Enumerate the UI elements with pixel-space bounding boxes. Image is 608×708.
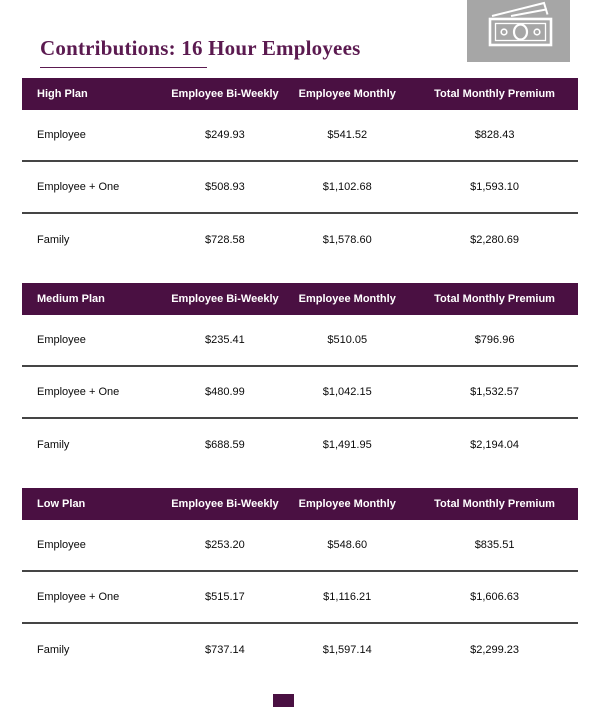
- banknote-icon: [467, 0, 570, 62]
- cell-value: $1,532.57: [470, 386, 520, 398]
- row-label: Employee: [37, 334, 86, 346]
- cell-value: $1,593.10: [470, 181, 520, 193]
- cell-value: $2,299.23: [470, 644, 520, 656]
- column-header: Employee Monthly: [298, 88, 396, 100]
- table-row: [22, 315, 578, 367]
- cell-value: $728.58: [205, 234, 245, 246]
- cell-value: $2,280.69: [470, 234, 520, 246]
- cell-value: $510.05: [327, 334, 368, 346]
- row-label: Employee: [37, 129, 86, 141]
- page-title: Contributions: 16 Hour Employees: [40, 36, 361, 60]
- column-header: Employee Bi-Weekly: [171, 498, 279, 510]
- column-header: Total Monthly Premium: [434, 293, 555, 305]
- plan-name-header: Low Plan: [37, 498, 86, 510]
- plan-name-header: Medium Plan: [37, 293, 105, 305]
- column-header: Employee Bi-Weekly: [171, 293, 279, 305]
- row-label: Family: [37, 234, 70, 246]
- title-underline: [40, 67, 207, 68]
- cell-value: $1,042.15: [322, 386, 372, 398]
- cell-value: $253.20: [205, 539, 245, 551]
- table-row: [22, 214, 578, 266]
- row-label: Employee: [37, 539, 86, 551]
- cell-value: $1,606.63: [470, 591, 520, 603]
- row-label: Employee + One: [37, 386, 120, 398]
- cell-value: $249.93: [205, 129, 245, 141]
- cell-value: $548.60: [327, 539, 368, 551]
- column-header: Total Monthly Premium: [434, 498, 555, 510]
- cell-value: $688.59: [205, 439, 245, 451]
- cell-value: $480.99: [205, 386, 245, 398]
- cell-value: $235.41: [205, 334, 245, 346]
- table-row: [22, 367, 578, 419]
- row-label: Family: [37, 644, 70, 656]
- cell-value: $1,102.68: [322, 181, 372, 193]
- cell-value: $1,578.60: [322, 234, 372, 246]
- cell-value: $1,116.21: [323, 591, 372, 603]
- table-row: [22, 419, 578, 471]
- cell-value: $737.14: [205, 644, 245, 656]
- plan-table-high: [22, 78, 578, 266]
- table-row: [22, 572, 578, 624]
- cell-value: $1,597.14: [322, 644, 372, 656]
- cell-value: $541.52: [327, 129, 368, 141]
- cell-value: $508.93: [205, 181, 245, 193]
- row-label: Employee + One: [37, 181, 120, 193]
- plan-name-header: High Plan: [37, 88, 88, 100]
- cell-value: $1,491.95: [322, 439, 372, 451]
- plan-table-medium: [22, 283, 578, 471]
- cell-value: $515.17: [205, 591, 245, 603]
- plan-table-low: [22, 488, 578, 676]
- row-label: Employee + One: [37, 591, 120, 603]
- column-header: Employee Bi-Weekly: [171, 88, 279, 100]
- money-icon: [467, 0, 570, 62]
- cell-value: $2,194.04: [470, 439, 520, 451]
- table-row: [22, 162, 578, 214]
- table-row: [22, 110, 578, 162]
- cell-value: $796.96: [474, 334, 515, 346]
- table-header-row: [22, 78, 578, 110]
- cell-value: $835.51: [474, 539, 515, 551]
- table-header-row: [22, 488, 578, 520]
- column-header: Employee Monthly: [298, 293, 396, 305]
- table-header-row: [22, 283, 578, 315]
- table-row: [22, 520, 578, 572]
- cell-value: $828.43: [474, 129, 515, 141]
- column-header: Employee Monthly: [298, 498, 396, 510]
- column-header: Total Monthly Premium: [434, 88, 555, 100]
- row-label: Family: [37, 439, 70, 451]
- table-row: [22, 624, 578, 676]
- footer-accent-square: [273, 694, 294, 707]
